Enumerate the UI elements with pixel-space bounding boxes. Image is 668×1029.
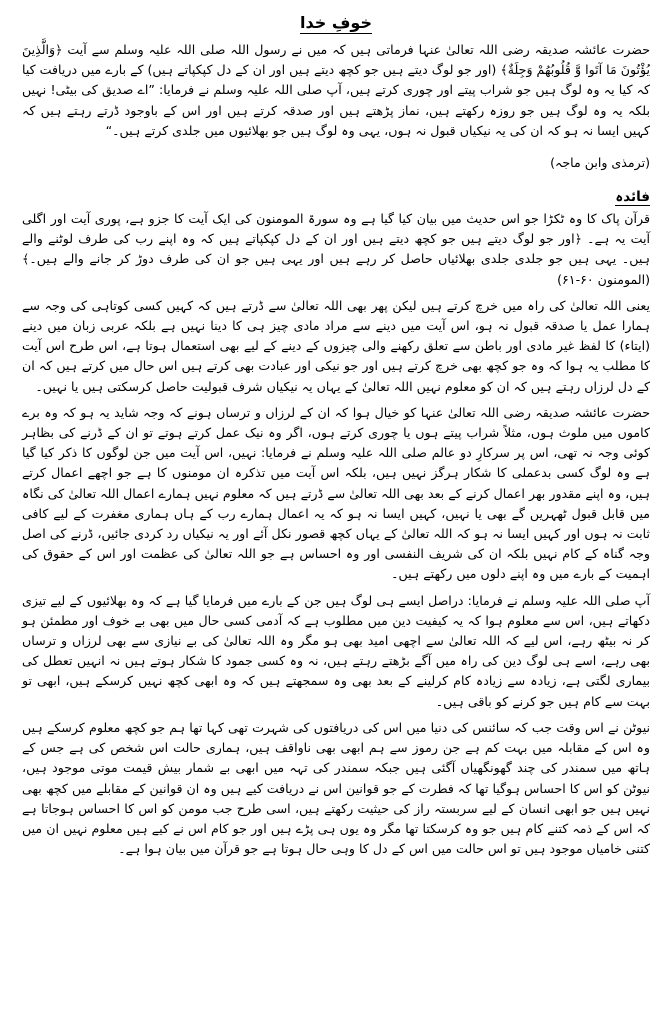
faida-paragraph-3: حضرت عائشہ صدیقہ رضی اللہ تعالیٰ عنہا کو خیال ہوا کہ ان کے لرزاں و ترساں ہونے کہ وجہ شاید یہ ہو کہ وہ برے کاموں میں ملوث ہوں، مثلاً شراب پیتے ہوں یا چوری کرتے ہوں، اگر وہ نیک عمل کرتے ہوتے تو ان کے ڈرنے کی بظاہر کوئی وجہ نہ تھی، اس پر سرکارِ دو عالم صلی اللہ علیہ وسلم نے فرمایا: نہیں، اس آیت میں جن لوگوں کا ذکر کیا گیا ہے وہ لوگ کسی بدعملی کا شکار ہرگز نہیں ہیں، بلکہ اس آیت میں تذکرہ ان مومنوں کا ہے جو اچھے اعمال کرتے ہیں، وہ اپنے مقدور بھر اعمال کرنے کے بعد بھی اللہ تعالیٰ سے ڈرتے ہیں کہ معلوم نہیں ہمارے اعمال اللہ تعالیٰ کی نگاہ میں قابل قبول ٹھہریں گے بھی یا نہیں، کہیں ایسا نہ ہو کہ یہ اعمال ہمارے رب کے ہاں ہماری مغفرت کے لیے کافی ثابت نہ ہوں اور کہیں ایسا نہ ہو کہ اللہ تعالیٰ کے یہاں کچھ قصور نکل آئے اور یہ نیکیاں رد کردی جائیں، ڈرنے کی اصل وجہ گناہ کے کام نہیں بلکہ ان کی شریف النفسی اور وہ احساس ہے جو اللہ تعالیٰ کی عظمت اور اس کے حقوق کی اہمیت کے بارے میں وہ اپنے دلوں میں رکھتے ہیں۔ bbox=[22, 404, 650, 582]
hadith-text: حضرت عائشہ صدیقہ رضی اللہ تعالیٰ عنہا فرماتی ہیں کہ میں نے رسول اللہ صلی اللہ علیہ وسلم سے آیت ﴿وَالَّذِينَ يُؤْتُونَ مَا آتَوا وَّ قُلُوبُهُمْ وَجِلَةٌ﴾ (اور جو لوگ دیتے ہیں جو کچھ دیتے ہیں اور ان کے دل کپکپاتے ہیں) کے بارے میں دریافت کیا کہ کیا یہ وہ لوگ ہیں جو شراب پیتے اور چوری کرتے ہیں، آپ صلی اللہ علیہ وسلم نے فرمایا: ”اے صدیق کی بیٹی! نہیں بلکہ یہ وہ لوگ ہیں جو روزہ رکھتے ہیں، نماز پڑھتے ہیں اور صدقہ کرتے ہیں اور اس کے باوجود ڈرتے رہتے ہیں کہ کہیں ایسا نہ ہو کہ ان کی یہ نیکیاں قبول نہ ہوں، یہی وہ لوگ ہیں جو بھلائیوں میں جلدی کرتے ہیں۔“ bbox=[22, 42, 650, 138]
faida-heading-text: فائدہ bbox=[615, 189, 650, 206]
faida-heading bbox=[22, 187, 650, 207]
faida-paragraph-5: نیوٹن نے اس وقت جب کہ سائنس کی دنیا میں اس کی دریافتوں کی شہرت تھی کہا تھا ہم جو کچھ معلوم کرسکے ہیں وہ اس کے مقابلہ میں بہت کم ہے جن رموز سے ہم ابھی بھی ناواقف ہیں، ہماری حالت اس شخص کی ہے جس کے ہاتھ میں سمندر کی چند گھونگھیاں آگئی ہیں جبکہ سمندر کی تہہ میں ابھی بے شمار بیش قیمت موتی موجود ہیں، نیوٹن کو اس کا احساس ہوگیا تھا کہ فطرت کے جو قوانین اس نے دریافت کیے ہیں وہ ان قوانین کے مقابلے میں کچھ بھی نہیں ہیں جو ابھی انسان کے لیے سربستہ راز کی حیثیت رکھتے ہیں، اسی طرح جب مومن کو اس کا احساس ہوجاتا ہے کہ اس کے ذمہ کتنے کام ہیں جو وہ کرسکتا تھا مگر وہ یوں ہی پڑے ہیں اور جو کام اس نے کیے ہیں معلوم نہیں ان میں کتنی خامیاں موجود ہیں تو اس حالت میں اس کے دل کا وہی حال ہوتا ہے جو قرآن میں بیان ہوا ہے۔ bbox=[22, 719, 650, 857]
faida-paragraph-1: قرآن پاک کا وہ ٹکڑا جو اس حدیث میں بیان کیا گیا ہے وہ سورۃ المومنون کی ایک آیت کا جزو ہے، پوری آیت اور اگلی آیت یہ ہے۔ ﴿اور جو لوگ دیتے ہیں جو کچھ دیتے ہیں اور ان کے دل کپکپاتے ہیں کہ وہ اپنے رب کی طرف لوٹنے والے ہیں۔ یہی ہیں جو جلدی جلدی بھلائیاں حاصل کر رہے ہیں اور یہی ہیں جو ان کی طرف دوڑ کر جانے والے ہیں۔﴾ (المومنون ۶۰-۶۱) bbox=[22, 211, 650, 287]
page-title-text: خوفِ خدا bbox=[300, 13, 372, 32]
hadith-reference: (ترمذی وابن ماجہ) bbox=[550, 155, 650, 171]
faida-paragraph-2: یعنی اللہ تعالیٰ کی راہ میں خرچ کرتے ہیں لیکن پھر بھی اللہ تعالیٰ سے ڈرتے ہیں کہ کہیں کسی کوتاہی کی وجہ سے ہمارا عمل یا صدقہ قبول نہ ہو، اس آیت میں دینے سے مراد مادی چیز ہی کا دینا نہیں ہے بلکہ عربی زبان میں دینے (ایتاء) کا لفظ غیر مادی اور باطن سے تعلق رکھنے والی چیزوں کے دینے کے لیے بھی استعمال ہوتا ہے، اس طرح اس آیت کا مطلب یہ ہوا کہ وہ جو کچھ بھی خرچ کرتے ہیں اور جو نیکی اور عبادت بھی کرتے ہیں اس حال میں کرتے ہیں کہ ان کے دل لرزاں رہتے ہیں کہ ان کو معلوم نہیں اللہ تعالیٰ کے یہاں یہ نیکیاں شرف قبولیت حاصل کرسکتی ہیں یا نہیں۔ bbox=[22, 297, 650, 394]
document-page bbox=[22, 12, 650, 1021]
page-title bbox=[22, 12, 650, 34]
faida-paragraph-4: آپ صلی اللہ علیہ وسلم نے فرمایا: دراصل ایسے ہی لوگ ہیں جن کے بارے میں فرمایا گیا ہے کہ وہ بھلائیوں کے لیے تیزی دکھاتے ہیں، اس سے معلوم ہوا کہ یہ کیفیت دین میں مطلوب ہے کہ آدمی کسی حال میں بھی بے خوف اور مطمئن ہو کر نہ بیٹھ رہے، اس لیے کہ اللہ تعالیٰ سے اچھی امید بھی ہو مگر وہ اللہ تعالیٰ کی بے نیازی سے بھی لرزاں و ترساں بھی رہے، اسے ہی لوگ دین کی راہ میں آگے بڑھتے رہتے ہیں، نہ وہ کسی جمود کا شکار ہوتے ہیں نہ انہیں تعطل کی بیماری لگتی ہے، زیادہ سے زیادہ کام کرلینے کے بعد بھی وہ سمجھتے ہیں کہ وہ ابھی کچھ نہیں کرسکے ہیں، ابھی تو بہت سے کام ہیں جو کرنے کو باقی ہیں۔ bbox=[22, 592, 650, 709]
